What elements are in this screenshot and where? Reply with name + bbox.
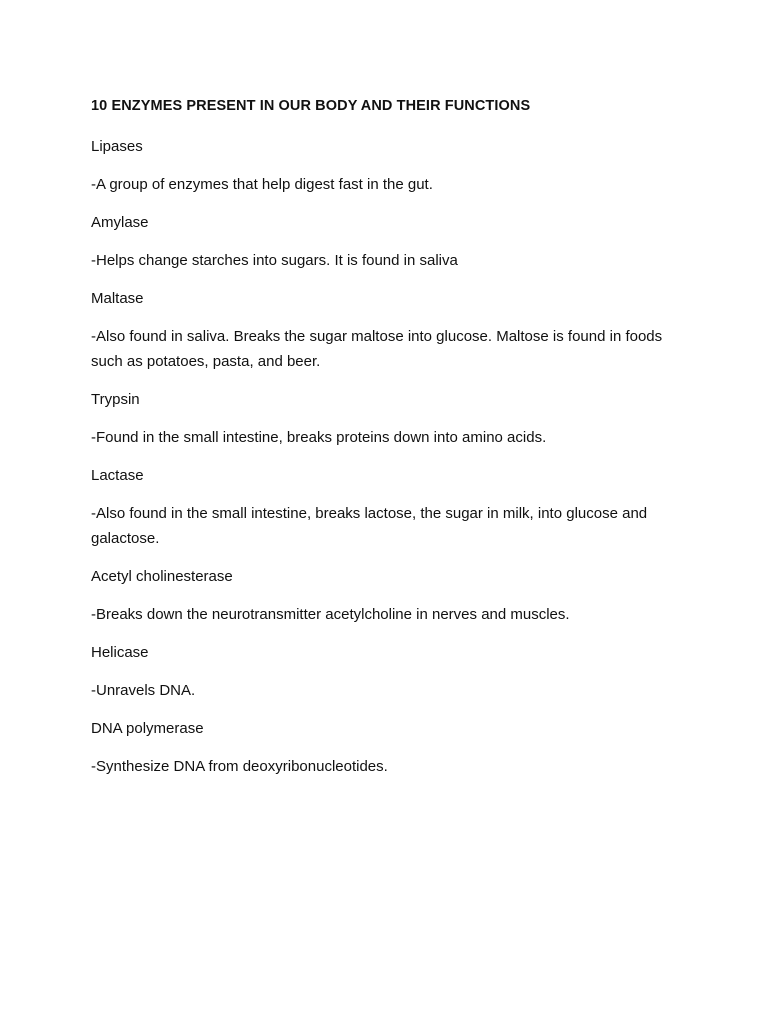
- enzyme-description: -Also found in the small intestine, breaks lactose, the sugar in milk, into glucose and galactose.: [91, 505, 648, 547]
- enzyme-name: Lipases: [91, 138, 143, 155]
- enzyme-description: -Breaks down the neurotransmitter acetylcholine in nerves and muscles.: [91, 606, 570, 623]
- enzyme-description: -Synthesize DNA from deoxyribonucleotides.: [91, 758, 388, 775]
- enzyme-name: Helicase: [91, 644, 149, 661]
- enzyme-name: Amylase: [91, 214, 149, 231]
- enzyme-description: -Found in the small intestine, breaks proteins down into amino acids.: [91, 429, 547, 446]
- enzyme-name: DNA polymerase: [91, 720, 204, 737]
- enzyme-name: Lactase: [91, 467, 144, 484]
- enzyme-name: Trypsin: [91, 391, 140, 408]
- enzyme-name: Acetyl cholinesterase: [91, 568, 233, 585]
- document-body: [91, 96, 691, 792]
- enzyme-description: -Also found in saliva. Breaks the sugar maltose into glucose. Maltose is found in foods such as potatoes, pasta, and beer.: [91, 328, 663, 370]
- enzyme-description: -Unravels DNA.: [91, 682, 196, 699]
- enzyme-description: -Helps change starches into sugars. It is found in saliva: [91, 252, 458, 269]
- enzyme-description: -A group of enzymes that help digest fast in the gut.: [91, 176, 433, 193]
- enzyme-name: Maltase: [91, 290, 144, 307]
- document-title: 10 ENZYMES PRESENT IN OUR BODY AND THEIR FUNCTIONS: [91, 98, 531, 114]
